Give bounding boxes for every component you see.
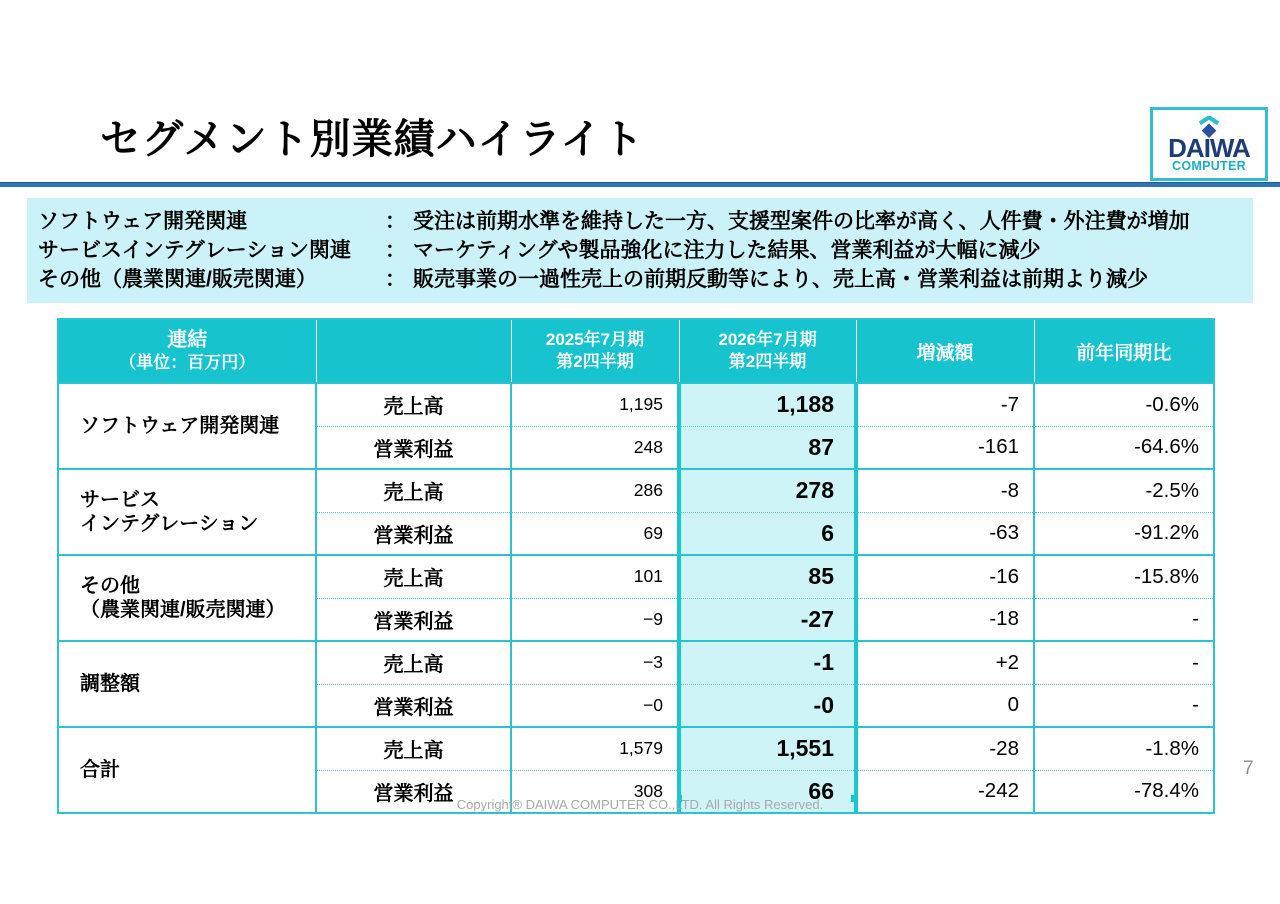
header-consolidated — [58, 319, 316, 383]
value-yoy: -78.4% — [1034, 770, 1214, 813]
segment-name-line2: インテグレーション — [80, 513, 259, 535]
table-row — [58, 727, 1214, 770]
value-yoy: -2.5% — [1034, 469, 1214, 512]
summary-label: その他（農業関連/販売関連） — [38, 268, 317, 291]
value-yoy: -91.2% — [1034, 512, 1214, 555]
table-header-row — [58, 319, 1214, 383]
metric-cell: 営業利益 — [316, 426, 511, 469]
metric-cell: 売上高 — [316, 469, 511, 512]
segment-name-line1: その他 — [80, 575, 140, 597]
value-2026: -0 — [679, 684, 856, 727]
value-2025: 248 — [511, 426, 679, 469]
segment-cell-adjustment — [58, 641, 316, 727]
segment-results-table — [57, 318, 1215, 814]
metric-cell: 売上高 — [316, 555, 511, 598]
value-yoy: -15.8% — [1034, 555, 1214, 598]
header-fy2025-line1: 2025年7月期 — [545, 330, 645, 349]
header-metric-blank — [316, 319, 511, 383]
table-row — [58, 469, 1214, 512]
metric-cell: 営業利益 — [316, 598, 511, 641]
value-yoy: -0.6% — [1034, 383, 1214, 426]
value-change: -161 — [856, 426, 1034, 469]
value-2026: -1 — [679, 641, 856, 684]
value-change: -63 — [856, 512, 1034, 555]
value-change: -8 — [856, 469, 1034, 512]
header-change: 増減額 — [856, 319, 1034, 383]
value-yoy: -1.8% — [1034, 727, 1214, 770]
segment-cell-other — [58, 555, 316, 641]
summary-colon: ： — [385, 268, 406, 291]
value-2026: -27 — [679, 598, 856, 641]
header-fy2025-line2: 第2四半期 — [556, 352, 634, 371]
table-row — [58, 641, 1214, 684]
segment-name-line2: （農業関連/販売関連） — [80, 599, 286, 621]
value-2026: 1,551 — [679, 727, 856, 770]
segment-name-line1: 合計 — [80, 759, 120, 781]
metric-cell: 売上高 — [316, 641, 511, 684]
value-change: 0 — [856, 684, 1034, 727]
copyright-text: Copyright® DAIWA COMPUTER CO.,LTD. All Rights Reserved. — [456, 797, 824, 812]
value-2025: −3 — [511, 641, 679, 684]
summary-label: ソフトウェア開発関連 — [38, 210, 248, 233]
summary-text: 受注は前期水準を維持した一方、支援型案件の比率が高く、人件費・外注費が増加 — [413, 210, 1190, 233]
summary-row-service-integration — [38, 236, 1245, 265]
value-change: -18 — [856, 598, 1034, 641]
value-2025: 286 — [511, 469, 679, 512]
value-yoy: - — [1034, 598, 1214, 641]
header-yoy: 前年同期比 — [1034, 319, 1214, 383]
value-change: -16 — [856, 555, 1034, 598]
value-yoy: - — [1034, 641, 1214, 684]
header-consolidated-line1: 連結 — [167, 329, 208, 351]
value-2026: 85 — [679, 555, 856, 598]
value-change: -28 — [856, 727, 1034, 770]
value-2025: 308 — [511, 770, 679, 813]
summary-colon: ： — [385, 239, 406, 262]
segment-cell-software — [58, 383, 316, 469]
value-2026: 87 — [679, 426, 856, 469]
segment-name-line1: 調整額 — [80, 673, 140, 695]
header-fy2026 — [679, 319, 856, 383]
header-fy2026-line2: 第2四半期 — [728, 352, 807, 371]
value-change: -7 — [856, 383, 1034, 426]
header-unit-line: （単位：百万円） — [119, 353, 256, 372]
metric-cell: 売上高 — [316, 727, 511, 770]
segment-results-table-wrap — [57, 318, 1215, 814]
summary-text: 販売事業の一過性売上の前期反動等により、売上高・営業利益は前期より減少 — [413, 268, 1148, 291]
summary-box — [27, 198, 1253, 303]
logo-text-computer: COMPUTER — [1172, 158, 1246, 173]
segment-name-line1: ソフトウェア開発関連 — [80, 415, 280, 437]
value-2025: −9 — [511, 598, 679, 641]
value-change: +2 — [856, 641, 1034, 684]
logo-text-daiwa: DAIWA — [1168, 132, 1250, 163]
summary-label: サービスインテグレーション関連 — [38, 239, 351, 262]
summary-text: マーケティングや製品強化に注力した結果、営業利益が大幅に減少 — [413, 239, 1041, 262]
header-fy2025 — [511, 319, 679, 383]
page-number: 7 — [1243, 758, 1254, 779]
value-2026: 6 — [679, 512, 856, 555]
title-divider — [0, 182, 1280, 187]
metric-cell: 営業利益 — [316, 770, 511, 813]
value-2025: 101 — [511, 555, 679, 598]
value-2026: 66 — [679, 770, 856, 813]
value-change: -242 — [856, 770, 1034, 813]
value-2025: 1,195 — [511, 383, 679, 426]
value-yoy: - — [1034, 684, 1214, 727]
summary-row-other — [38, 265, 1245, 294]
header-fy2026-line1: 2026年7月期 — [718, 330, 817, 349]
value-2025: 69 — [511, 512, 679, 555]
summary-row-software — [38, 207, 1245, 236]
metric-cell: 営業利益 — [316, 684, 511, 727]
metric-cell: 売上高 — [316, 383, 511, 426]
segment-cell-service-integration — [58, 469, 316, 555]
value-2026: 278 — [679, 469, 856, 512]
value-2026: 1,188 — [679, 383, 856, 426]
daiwa-computer-logo — [1150, 107, 1268, 181]
page-title: セグメント別業績ハイライト — [100, 116, 645, 162]
value-yoy: -64.6% — [1034, 426, 1214, 469]
value-2025: −0 — [511, 684, 679, 727]
summary-colon: ： — [385, 210, 406, 233]
table-row — [58, 555, 1214, 598]
value-2025: 1,579 — [511, 727, 679, 770]
metric-cell: 営業利益 — [316, 512, 511, 555]
segment-name-line1: サービス — [80, 489, 160, 511]
table-row — [58, 383, 1214, 426]
